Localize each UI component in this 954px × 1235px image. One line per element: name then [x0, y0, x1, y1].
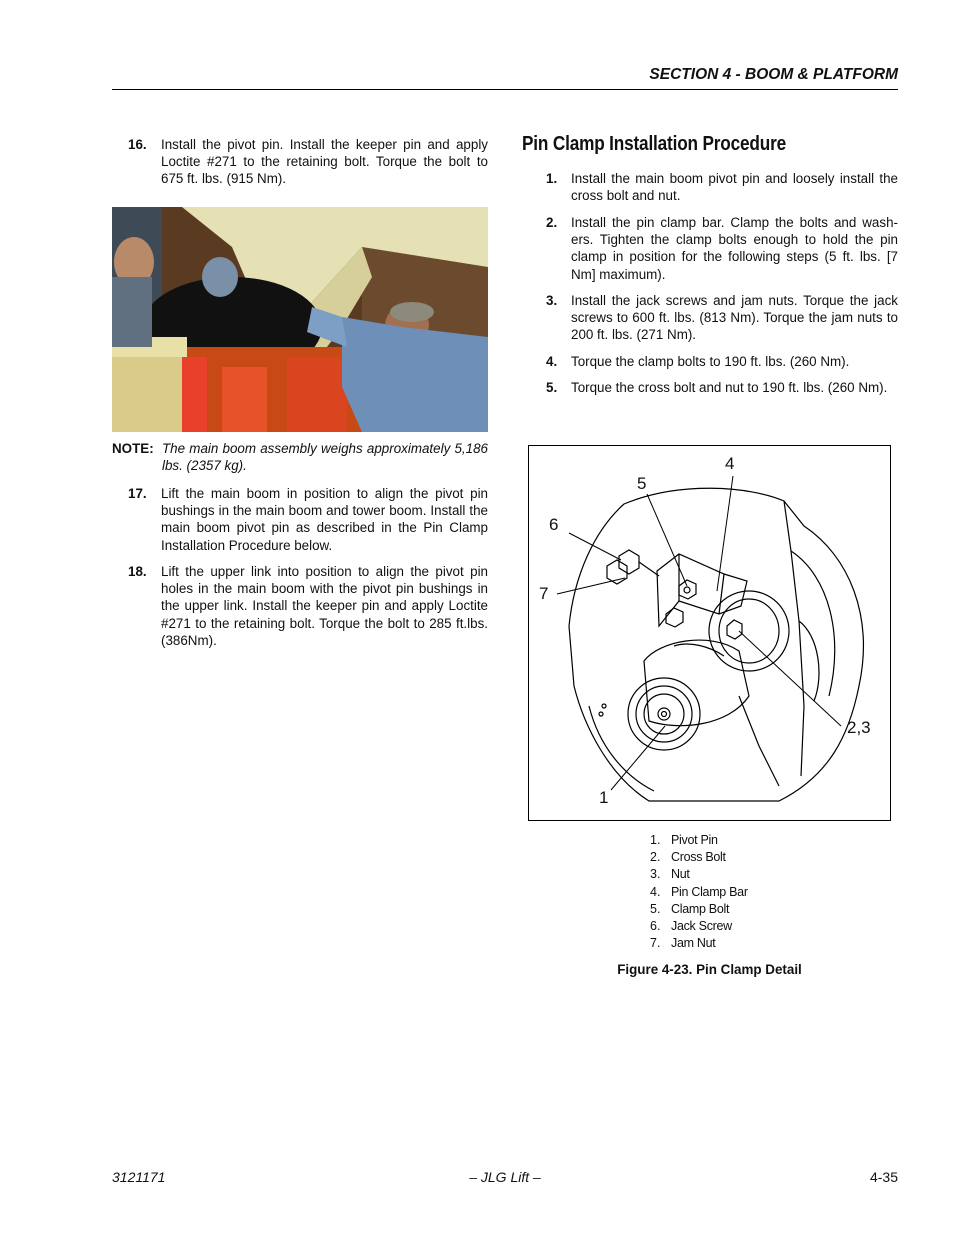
step-number: 16.: [128, 137, 147, 152]
legend-number: 6.: [650, 918, 661, 933]
note-text: The main boom assembly weighs approximately 5,186 lbs. (2357 kg).: [162, 441, 488, 474]
legend-number: 1.: [650, 833, 661, 847]
step-text: Install the pin clamp bar. Clamp the bolts and wash-ers. Tighten the clamp bolts enough to hold the pin clamp in position for the following steps (5 ft. lbs. [7 Nm] maximum).: [571, 215, 898, 282]
legend-number: 5.: [650, 901, 661, 916]
callout-2-3: 2,3: [847, 718, 871, 737]
pin-clamp-figure: [528, 445, 891, 821]
legend-label: Cross Bolt: [671, 850, 726, 865]
callout-5: 5: [637, 474, 647, 493]
step-number: 4.: [546, 354, 558, 369]
note-label: NOTE:: [112, 441, 154, 456]
step-number: 17.: [128, 486, 147, 501]
step-text: Install the jack screws and jam nuts. Torque the jack screws to 600 ft. lbs. (813 Nm). Torque the jam nuts to 200 ft. lbs. (271 Nm).: [571, 293, 898, 343]
callout-6: 6: [549, 515, 559, 534]
step-number: 5.: [546, 380, 558, 395]
legend-label: Jack Screw: [671, 918, 732, 933]
manufacturer-footer: – JLG Lift –: [469, 1169, 541, 1185]
legend-label: Pin Clamp Bar: [671, 884, 748, 899]
legend-number: 4.: [650, 884, 661, 899]
section-title: SECTION 4 - BOOM & PLATFORM: [649, 66, 898, 83]
legend-number: 2.: [650, 850, 661, 865]
callout-4: 4: [725, 454, 735, 473]
page-number: 4-35: [869, 1169, 898, 1185]
step-number: 2.: [546, 215, 558, 230]
legend-label: Pivot Pin: [671, 833, 718, 847]
callout-7: 7: [539, 584, 549, 603]
legend-label: Jam Nut: [671, 936, 716, 951]
step-number: 3.: [546, 293, 558, 308]
step-text: Lift the main boom in position to align the pivot pin bushings in the main boom and tower boom. Install the main boom pivot pin as described in the Pin Clamp Installation Procedure below.: [161, 486, 488, 553]
figure-caption: Figure 4-23. Pin Clamp Detail: [617, 962, 802, 977]
procedure-heading: Pin Clamp Installation Procedure: [522, 133, 787, 155]
legend-label: Clamp Bolt: [671, 901, 730, 916]
step-text: Torque the cross bolt and nut to 190 ft. lbs. (260 Nm).: [571, 380, 888, 395]
step-number: 1.: [546, 171, 558, 186]
step-number: 18.: [128, 564, 147, 579]
step-text: Install the pivot pin. Install the keeper pin and apply Loctite #271 to the retaining bolt. Torque the bolt to 675 ft. lbs. (915 Nm).: [161, 137, 488, 187]
step-text: Lift the upper link into position to align the pivot pin holes in the main boom with the pivot pin bushings in the upper link. Install the keeper pin and apply Loctite #271 to the retaining bolt. Torque the bolt to 285 ft.lbs. (386Nm).: [161, 564, 488, 648]
legend-number: 7.: [650, 936, 661, 951]
step-text: Install the main boom pivot pin and loosely install the cross bolt and nut.: [571, 171, 898, 204]
callout-1: 1: [599, 788, 609, 807]
legend-number: 3.: [650, 867, 661, 882]
legend-label: Nut: [671, 867, 690, 882]
header-divider: [112, 89, 898, 90]
document-number: 3121171: [112, 1169, 166, 1185]
boom-installation-photo: [112, 207, 488, 432]
step-text: Torque the clamp bolts to 190 ft. lbs. (260 Nm).: [571, 354, 850, 369]
